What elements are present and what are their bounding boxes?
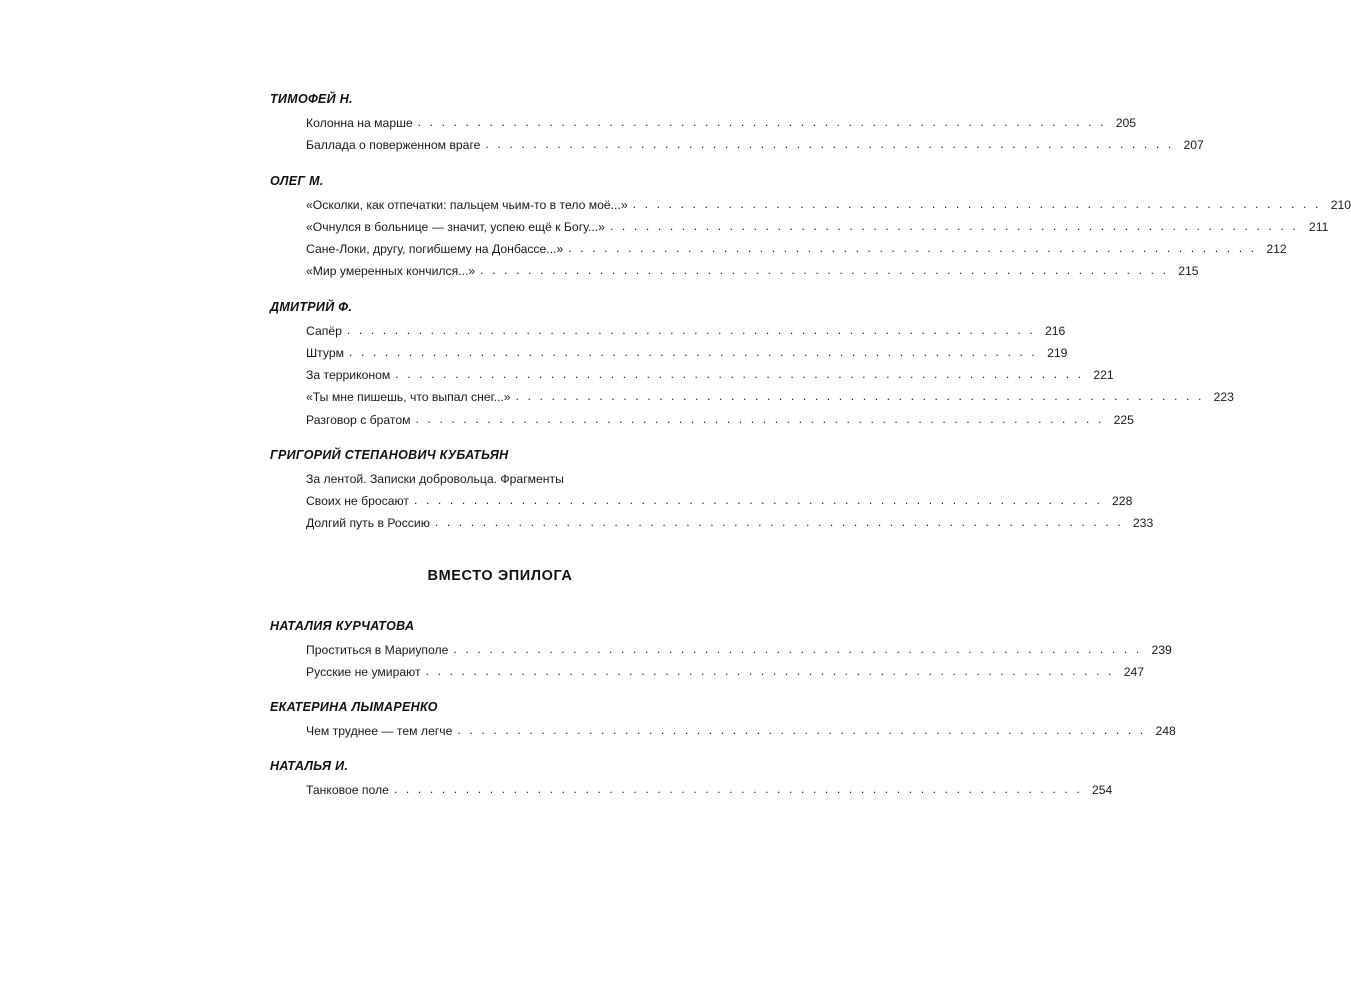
toc-entry[interactable] — [270, 411, 1134, 428]
toc-entry-page: 212 — [1266, 242, 1287, 256]
toc-entry-title: «Очнулся в больнице — значит, успею ещё к Богу...» — [306, 219, 605, 234]
toc-author-heading: ОЛЕГ М. — [270, 173, 324, 188]
toc-leader: . . . . . . . . . . . . . . . . . . . . . . . . . . . . . . . . . . . . . . . . . . . . . . . . . . . . . . . . . . — [609, 218, 1299, 233]
toc-leader: . . . . . . . . . . . . . . . . . . . . . . . . . . . . . . . . . . . . . . . . . . . . . . . . . . . . . . . . . . — [480, 263, 1169, 278]
toc-author-heading: ДМИТРИЙ Ф. — [270, 299, 353, 314]
toc-leader: . . . . . . . . . . . . . . . . . . . . . . . . . . . . . . . . . . . . . . . . . . . . . . . . . . . . . . . . . . — [413, 493, 1103, 507]
toc-entry-page: 205 — [1115, 116, 1137, 130]
toc-entry[interactable] — [270, 241, 1287, 257]
toc-entry-page: 225 — [1113, 412, 1134, 427]
toc-entry[interactable] — [270, 367, 1114, 383]
toc-entry-title: Своих не бросают — [306, 494, 409, 508]
toc-group — [270, 161, 1351, 280]
toc-entry-page: 248 — [1155, 724, 1176, 738]
toc-leader: . . . . . . . . . . . . . . . . . . . . . . . . . . . . . . . . . . . . . . . . . . . . . . . . . . . . . . . . . . — [395, 367, 1084, 381]
toc-entry-page: 233 — [1132, 516, 1154, 531]
table-of-contents — [270, 92, 1351, 806]
section-heading: ВМЕСТО ЭПИЛОГА — [427, 567, 573, 584]
toc-entry-title: Русские не умирают — [306, 664, 421, 679]
toc-group — [270, 435, 1154, 532]
toc-leader: . . . . . . . . . . . . . . . . . . . . . . . . . . . . . . . . . . . . . . . . . . . . . . . . . . . . . . . . . . — [425, 663, 1115, 678]
toc-entry[interactable] — [270, 663, 1145, 680]
toc-author-heading: ГРИГОРИЙ СТЕПАНОВИЧ КУБАТЬЯН — [270, 447, 509, 462]
toc-entry[interactable] — [270, 493, 1133, 509]
toc-entry[interactable] — [270, 115, 1137, 131]
toc-entry[interactable] — [270, 782, 1113, 798]
toc-entry[interactable] — [270, 515, 1154, 531]
toc-entry-page: 215 — [1178, 264, 1199, 279]
toc-entry-title: За лентой. Записки добровольца. Фрагменты — [306, 471, 564, 486]
toc-entry-title: «Осколки, как отпечатки: пальцем чьим-то в тело моё...» — [306, 197, 628, 212]
toc-leader: . . . . . . . . . . . . . . . . . . . . . . . . . . . . . . . . . . . . . . . . . . . . . . . . . . . . . . . . . . — [417, 115, 1107, 129]
toc-entry-page: 239 — [1151, 642, 1172, 657]
toc-entry-page: 228 — [1112, 494, 1133, 508]
toc-leader: . . . . . . . . . . . . . . . . . . . . . . . . . . . . . . . . . . . . . . . . . . . . . . . . . . . . . . . . . . — [393, 782, 1083, 797]
toc-author-heading: НАТАЛИЯ КУРЧАТОВА — [270, 618, 415, 633]
toc-leader: . . . . . . . . . . . . . . . . . . . . . . . . . . . . . . . . . . . . . . . . . . . . . . . . . . . . . . . . . . — [346, 322, 1036, 337]
toc-entry-page: 223 — [1213, 390, 1234, 405]
toc-entry[interactable] — [270, 344, 1068, 361]
toc-entry-title: Долгий путь в Россию — [306, 516, 430, 531]
toc-entry-title: Разговор с братом — [306, 412, 411, 427]
toc-entry[interactable] — [270, 641, 1172, 658]
toc-entry-title: Сапёр — [306, 323, 342, 338]
toc-entry[interactable] — [270, 218, 1329, 235]
toc-leader: . . . . . . . . . . . . . . . . . . . . . . . . . . . . . . . . . . . . . . . . . . . . . . . . . . . . . . . . . . — [457, 723, 1146, 737]
toc-author-heading: НАТАЛЬЯ И. — [270, 759, 349, 774]
toc-entry[interactable] — [270, 263, 1199, 279]
toc-entry-title: Колонна на марше — [306, 116, 413, 130]
toc-group — [270, 287, 1234, 428]
toc-group — [270, 92, 1204, 154]
toc-leader: . . . . . . . . . . . . . . . . . . . . . . . . . . . . . . . . . . . . . . . . . . . . . . . . . . . . . . . . . . — [453, 641, 1142, 656]
toc-leader: . . . . . . . . . . . . . . . . . . . . . . . . . . . . . . . . . . . . . . . . . . . . . . . . . . . . . . . . . . — [632, 196, 1322, 211]
toc-group — [270, 746, 1113, 798]
toc-entry[interactable] — [270, 137, 1204, 153]
toc-entry-page: 219 — [1047, 345, 1068, 360]
toc-entry-page: 207 — [1183, 138, 1204, 153]
toc-author-heading: ЕКАТЕРИНА ЛЫМАРЕНКО — [270, 700, 438, 714]
toc-leader: . . . . . . . . . . . . . . . . . . . . . . . . . . . . . . . . . . . . . . . . . . . . . . . . . . . . . . . . . . — [349, 344, 1038, 359]
toc-entry-title: «Мир умеренных кончился...» — [306, 264, 476, 279]
toc-leader: . . . . . . . . . . . . . . . . . . . . . . . . . . . . . . . . . . . . . . . . . . . . . . . . . . . . . . . . . . — [434, 515, 1124, 530]
toc-entry-title: За терриконом — [306, 368, 391, 382]
toc-entry[interactable] — [270, 472, 730, 487]
toc-entry-title: Проститься в Мариуполе — [306, 642, 449, 657]
toc-entry[interactable] — [270, 723, 1176, 739]
toc-leader: . . . . . . . . . . . . . . . . . . . . . . . . . . . . . . . . . . . . . . . . . . . . . . . . . . . . . . . . . . — [485, 137, 1174, 152]
toc-entry-title: Сане-Локи, другу, погибшему на Донбассе...» — [306, 242, 564, 256]
toc-group — [270, 687, 1176, 739]
toc-entry-title: Штурм — [306, 345, 345, 360]
toc-leader: . . . . . . . . . . . . . . . . . . . . . . . . . . . . . . . . . . . . . . . . . . . . . . . . . . . . . . . . . . — [568, 241, 1257, 255]
toc-entry-title: Баллада о поверженном враге — [306, 138, 481, 153]
toc-entry-page: 211 — [1308, 219, 1329, 234]
toc-leader: . . . . . . . . . . . . . . . . . . . . . . . . . . . . . . . . . . . . . . . . . . . . . . . . . . . . . . . . . . — [515, 389, 1204, 404]
toc-entry-page: 221 — [1093, 368, 1114, 382]
toc-entry[interactable] — [270, 389, 1234, 405]
toc-entry-title: Чем труднее — тем легче — [306, 724, 453, 738]
toc-group — [270, 606, 1172, 681]
toc-entry[interactable] — [270, 322, 1066, 339]
toc-entry-title: Танковое поле — [306, 783, 389, 798]
toc-author-heading: ТИМОФЕЙ Н. — [270, 92, 353, 106]
toc-leader: . . . . . . . . . . . . . . . . . . . . . . . . . . . . . . . . . . . . . . . . . . . . . . . . . . . . . . . . . . — [415, 411, 1104, 426]
toc-entry-title: «Ты мне пишешь, что выпал снег...» — [306, 390, 511, 405]
toc-entry-page: 216 — [1044, 323, 1066, 338]
toc-entry[interactable] — [270, 196, 1351, 213]
toc-entry-page: 210 — [1330, 197, 1351, 212]
toc-entry-page: 254 — [1092, 783, 1113, 798]
toc-entry-page: 247 — [1123, 664, 1145, 679]
